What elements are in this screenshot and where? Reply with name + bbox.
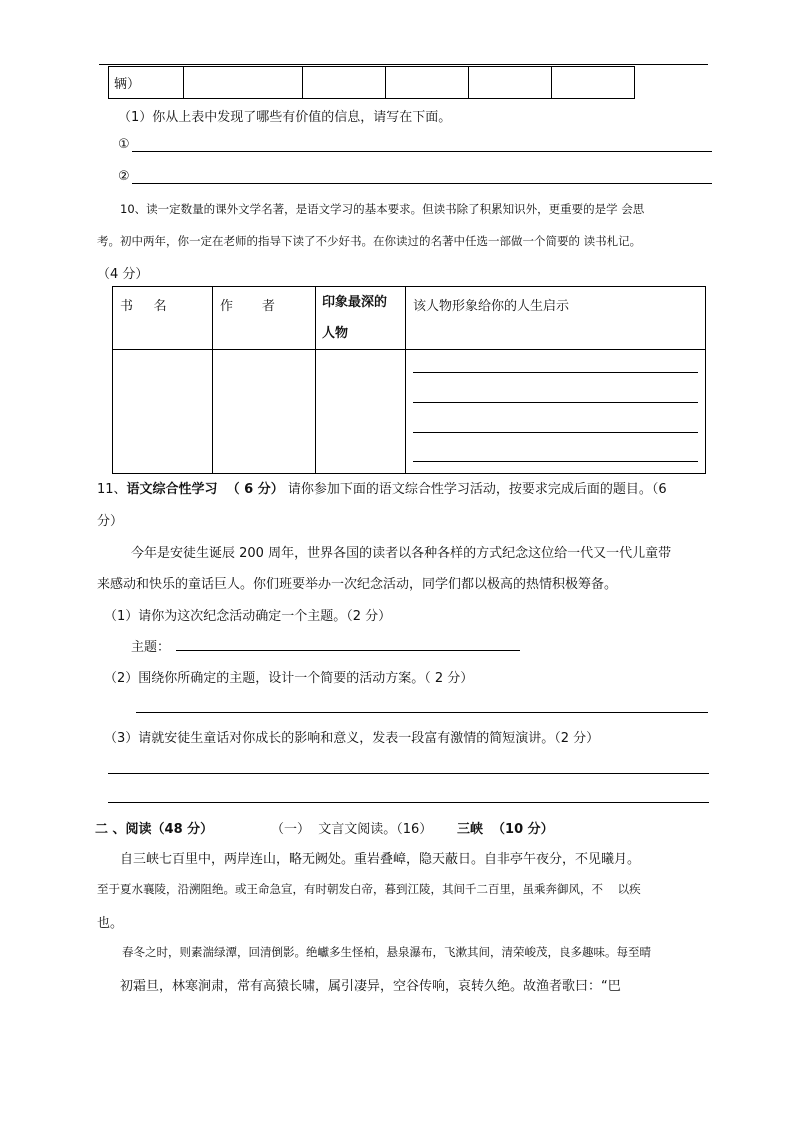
q9-bullet-1: ① — [118, 137, 130, 152]
header-character — [316, 287, 406, 350]
answer-line[interactable] — [108, 802, 709, 803]
table-cell — [469, 67, 552, 99]
q11-sub3: （3）请就安徒生童话对你成长的影响和意义，发表一段富有激情的简短演讲。（2 分） — [104, 731, 600, 746]
header-inspiration-text: 该人物形象给你的人生启示 — [413, 299, 570, 314]
table-cell — [109, 67, 184, 99]
book-input-cell[interactable] — [113, 350, 213, 474]
passage-p1-line2: 至于夏水襄陵，沿溯阻绝。或王命急宣，有时朝发白帝，暮到江陵，其间千二百里，虽乘奔御风，不 以疾 — [97, 882, 641, 896]
answer-line — [132, 151, 712, 152]
table-cell — [386, 67, 469, 99]
answer-line[interactable] — [136, 712, 708, 713]
header-inspiration — [406, 287, 706, 350]
answer-line — [413, 432, 698, 433]
inspiration-input-cell[interactable] — [406, 350, 706, 474]
answer-line — [413, 402, 698, 403]
answer-line — [413, 461, 698, 462]
header-character-text-2: 人物 — [322, 326, 349, 341]
section2-heading: 二 、阅读（48 分） — [95, 822, 214, 837]
header-author — [213, 287, 316, 350]
q9-bullet-2: ② — [118, 169, 130, 184]
section2-part1: （一） 文言文阅读。（16） — [271, 822, 433, 837]
table-cell — [552, 67, 635, 99]
header-book — [113, 287, 213, 350]
header-character-text-1: 印象最深的 — [322, 295, 388, 310]
character-input-cell[interactable] — [316, 350, 406, 474]
q11-title-bold: 语文综合性学习 （ 6 分） — [126, 482, 284, 497]
header-book-text: 书 名 — [120, 299, 167, 314]
reading-notes-table — [112, 286, 706, 474]
vehicle-table — [108, 66, 635, 99]
q10-line1: 10、读一定数量的课外文学名著，是语文学习的基本要求。但读书除了积累知识外，更重要的是学 会思 — [120, 202, 645, 216]
q11-title-rest: 请你参加下面的语文综合性学习活动，按要求完成后面的题目。（6 — [283, 482, 667, 497]
page-top-rule — [99, 64, 708, 65]
passage-p1-line3: 也。 — [97, 916, 124, 931]
q11-title-cont: 分） — [97, 514, 124, 529]
q10-line2: 考。初中两年，你一定在老师的指导下读了不少好书。在你读过的名著中任选一部做一个简要的 读书札记。 — [97, 234, 642, 248]
theme-input-line[interactable] — [176, 650, 520, 651]
q9-sub1: （1）你从上表中发现了哪些有价值的信息，请写在下面。 — [118, 110, 452, 125]
header-author-text: 作 者 — [220, 299, 275, 314]
answer-line — [132, 183, 712, 184]
passage-p2-line1: 春冬之时，则素湍绿潭，回清倒影。绝巘多生怪柏，悬泉瀑布，飞漱其间，清荣峻茂，良多趣味。每至晴 — [122, 945, 651, 959]
table-cell — [303, 67, 386, 99]
theme-label: 主题： — [131, 640, 171, 655]
passage-title: 三峡 （10 分） — [457, 822, 554, 837]
q11-intro-line1: 今年是安徒生诞辰 200 周年，世界各国的读者以各种各样的方式纪念这位给一代又一代儿童带 — [131, 546, 672, 561]
table-cell — [184, 67, 303, 99]
passage-p1-line1: 自三峡七百里中，两岸连山，略无阙处。重岩叠嶂，隐天蔽日。自非亭午夜分，不见曦月。 — [120, 852, 641, 867]
q11-intro-line2: 来感动和快乐的童话巨人。你们班要举办一次纪念活动，同学们都以极高的热情积极筹备。 — [97, 577, 618, 592]
q11-sub2: （2）围绕你所确定的主题，设计一个简要的活动方案。（ 2 分） — [104, 671, 474, 686]
answer-line — [413, 372, 698, 373]
table-cell-text: 辆） — [114, 77, 141, 92]
q11-sub1: （1）请你为这次纪念活动确定一个主题。（2 分） — [104, 609, 392, 624]
q11-number: 11、 — [97, 482, 127, 497]
passage-p2-line2: 初霜旦，林寒涧肃，常有高猿长啸，属引凄异，空谷传响，哀转久绝。故渔者歌曰：“巴 — [120, 979, 621, 994]
q11-title — [97, 478, 667, 497]
answer-line[interactable] — [108, 773, 709, 774]
q10-score: （4 分） — [97, 267, 149, 282]
author-input-cell[interactable] — [213, 350, 316, 474]
